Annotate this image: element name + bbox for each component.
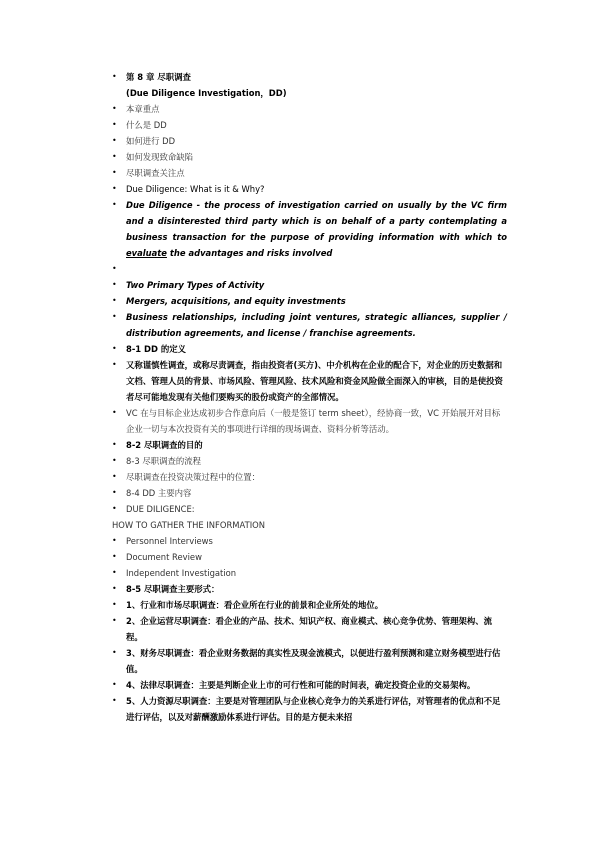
list-item (112, 677, 507, 693)
bullet-icon: • (112, 200, 117, 209)
list-item (112, 453, 507, 469)
list-item (112, 565, 507, 581)
item-text: 本章重点 (126, 104, 160, 114)
bullet-icon: • (112, 616, 117, 625)
list-item (112, 549, 507, 565)
evaluate-link-text: evaluate (126, 248, 167, 258)
bullet-icon: • (112, 488, 117, 497)
bullet-icon: • (112, 120, 117, 129)
chapter-subtitle: (Due Diligence Investigation，DD) (126, 88, 287, 98)
bullet-list (112, 69, 507, 725)
item-text: 什么是 DD (126, 120, 167, 130)
list-item (112, 437, 507, 453)
list-item (112, 357, 507, 405)
item-text: the advantages and risks involved (166, 248, 333, 258)
section-heading: 8-2 尽职调查的目的 (126, 440, 203, 450)
list-item (112, 613, 507, 645)
bullet-icon: • (112, 72, 117, 81)
dd-definition-cn: 又称谨慎性调查，或称尽责调查，指由投资者(买方)、中介机构在企业的配合下，对企业的历史数据和文档、管理人员的背景、市场风险、管理风险、技术风险和资金风险做全面深入的审核，目的是使投资者尽可能地发现有关他们要购买的股份或资产的全部情况。 (126, 360, 503, 402)
bullet-icon: • (112, 552, 117, 561)
bullet-icon: • (112, 536, 117, 545)
list-item (112, 693, 507, 725)
list-item (112, 85, 507, 101)
bullet-icon: • (112, 440, 117, 449)
item-text: Independent Investigation (126, 568, 237, 578)
bullet-icon: • (112, 312, 117, 321)
list-item (112, 181, 507, 197)
bullet-icon: • (112, 168, 117, 177)
list-item (112, 341, 507, 357)
bullet-icon: • (112, 360, 117, 369)
bullet-icon: • (112, 648, 117, 657)
item-text: 8-4 DD 主要内容 (126, 488, 192, 498)
item-text: 尽职调查在投资决策过程中的位置： (126, 472, 260, 482)
bullet-icon: • (112, 504, 117, 513)
list-item (112, 165, 507, 181)
bullet-icon: • (112, 280, 117, 289)
item-text: 如何发现致命缺陷 (126, 152, 193, 162)
section-heading: 8-1 DD 的定义 (126, 344, 186, 354)
list-item (112, 149, 507, 165)
bullet-icon: • (112, 104, 117, 113)
item-text: 8-3 尽职调查的流程 (126, 456, 201, 466)
bullet-icon: • (112, 296, 117, 305)
bullet-icon: • (112, 568, 117, 577)
item-text-line2: HOW TO GATHER THE INFORMATION (112, 520, 266, 530)
item-text: 1、行业和市场尽职调查：看企业所在行业的前景和企业所处的地位。 (126, 600, 384, 610)
list-item (112, 277, 507, 293)
item-text: Mergers, acquisitions, and equity investments (126, 296, 346, 306)
list-item (112, 101, 507, 117)
section-heading: 8-5 尽职调查主要形式： (126, 584, 220, 594)
list-item (112, 645, 507, 677)
chapter-title: 第 8 章 尽职调查 (126, 72, 191, 82)
bullet-icon: • (112, 680, 117, 689)
item-text: 3、财务尽职调查：看企业财务数据的真实性及现金流模式，以便进行盈利预测和建立财务模型进行估值。 (126, 648, 501, 674)
list-item (112, 501, 507, 533)
bullet-icon: • (112, 456, 117, 465)
dd-definition-en (126, 200, 507, 258)
item-text: 尽职调查关注点 (126, 168, 185, 178)
item-text: Two Primary Types of Activity (126, 280, 265, 290)
item-text: 5、人力资源尽职调查：主要是对管理团队与企业核心竞争力的关系进行评估，对管理者的优点和不足进行评估，以及对薪酬激励体系进行评估。目的是方便未来招 (126, 696, 501, 722)
bullet-icon: • (112, 344, 117, 353)
item-text: 4、法律尽职调查：主要是判断企业上市的可行性和可能的时间表，确定投资企业的交易架构。 (126, 680, 476, 690)
bullet-icon: • (112, 472, 117, 481)
list-item (112, 533, 507, 549)
item-text: Business relationships, including joint ventures, strategic alliances, supplier / distribution agreements, and license / franchise agreements. (126, 312, 507, 338)
bullet-icon: • (112, 136, 117, 145)
list-item (112, 293, 507, 309)
item-text: DUE DILIGENCE: (126, 504, 195, 514)
list-item (112, 485, 507, 501)
item-text: Personnel Interviews (126, 536, 213, 546)
bullet-icon: • (112, 584, 117, 593)
bullet-icon: • (112, 600, 117, 609)
list-item (112, 469, 507, 485)
list-item (112, 133, 507, 149)
bullet-icon: • (112, 696, 117, 705)
list-item (112, 597, 507, 613)
item-text: 2、企业运营尽职调查：看企业的产品、技术、知识产权、商业模式、核心竞争优势、管理架构、流程。 (126, 616, 492, 642)
list-item (112, 117, 507, 133)
bullet-icon: • (112, 408, 117, 417)
list-item (112, 405, 507, 437)
item-text: VC 在与目标企业达成初步合作意向后（一般是签订 term sheet），经协商一致，VC 开始展开对目标企业一切与本次投资有关的事项进行详细的现场调查、资料分析等活动。 (126, 408, 501, 434)
list-item (112, 309, 507, 341)
item-text: 如何进行 DD (126, 136, 176, 146)
list-item (112, 69, 507, 85)
item-text: Due Diligence: What is it & Why? (126, 184, 265, 194)
list-item (112, 261, 507, 277)
item-text: Due Diligence - the process of investigation carried on usually by the VC firm and a disinterested third party which is on behalf of a party contemplating a business transaction for the purpose of providing information with which to (126, 200, 507, 242)
bullet-icon: • (112, 184, 117, 193)
list-item (112, 197, 507, 261)
item-text: Document Review (126, 552, 202, 562)
bullet-icon: • (112, 264, 117, 273)
bullet-icon: • (112, 152, 117, 161)
list-item (112, 581, 507, 597)
